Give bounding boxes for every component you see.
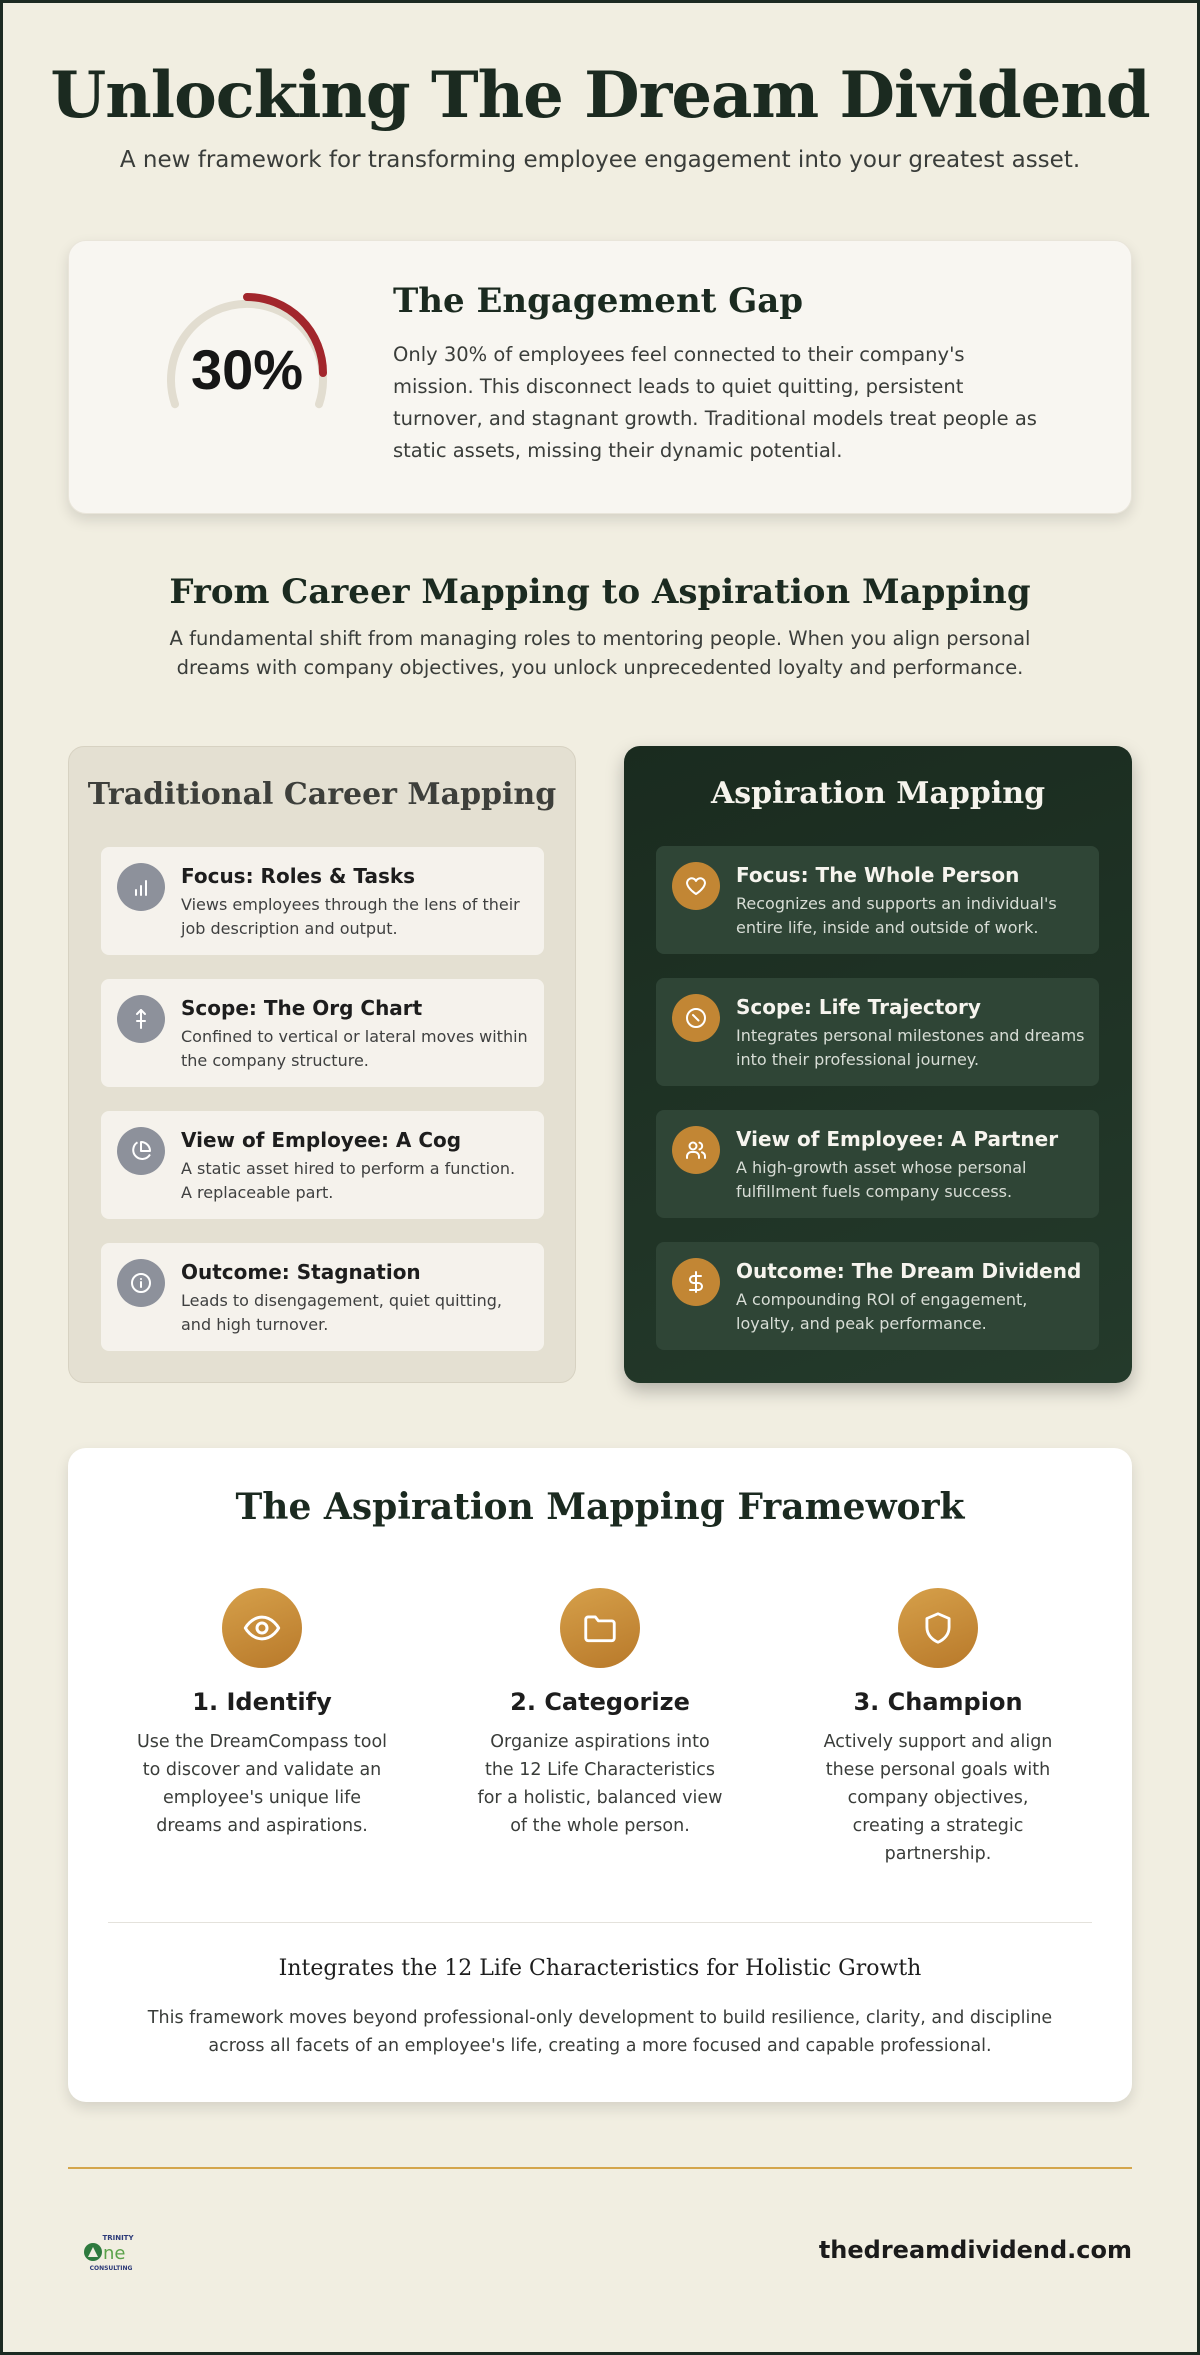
step-title: 2. Categorize <box>510 1688 690 1716</box>
item-desc: Integrates personal milestones and dreams into their professional journey. <box>736 1026 1085 1069</box>
framework-step <box>788 1588 1088 1868</box>
step-desc: Actively support and align these personal goals with company objectives, creating a strategic partnership. <box>823 1732 1053 1864</box>
percent-value: 30% <box>190 338 304 401</box>
item-desc: A compounding ROI of engagement, loyalty, and peak performance. <box>736 1290 1028 1333</box>
step-desc: Organize aspirations into the 12 Life Characteristics for a holistic, balanced view of the whole person. <box>477 1732 723 1836</box>
heart-icon <box>672 862 720 910</box>
traditional-column <box>68 746 576 1383</box>
gap-title: The Engagement Gap <box>393 281 804 321</box>
framework-subtitle: Integrates the 12 Life Characteristics for Holistic Growth <box>278 1956 922 1981</box>
info-icon <box>117 1259 165 1307</box>
item-desc: A high-growth asset whose personal fulfillment fuels company success. <box>736 1158 1027 1201</box>
header <box>0 58 1200 173</box>
folder-icon <box>560 1588 640 1668</box>
list-item <box>101 847 544 955</box>
framework-step <box>112 1588 412 1840</box>
aspiration-title: Aspiration Mapping <box>710 776 1046 811</box>
website-link[interactable]: thedreamdividend.com <box>818 2236 1132 2264</box>
page-subtitle: A new framework for transforming employee engagement into your greatest asset. <box>119 147 1081 173</box>
eye-icon <box>222 1588 302 1668</box>
logo-mid-text: ne <box>103 2243 126 2264</box>
shield-icon <box>898 1588 978 1668</box>
item-title: View of Employee: A Cog <box>181 1128 462 1152</box>
gap-body: Only 30% of employees feel connected to their company's mission. This disconnect leads to quiet quitting, persistent turnover, and stagnant growth. Traditional models treat people as static assets, missing their dynamic potential. <box>393 343 1037 462</box>
compass-icon <box>672 994 720 1042</box>
footer-divider <box>68 2167 1132 2169</box>
list-item <box>656 978 1099 1086</box>
framework-note: This framework moves beyond professional-only development to build resilience, clarity, and discipline across all facets of an employee's life, creating a more focused and capable professional. <box>147 2008 1053 2056</box>
list-item <box>656 1110 1099 1218</box>
list-item <box>101 979 544 1087</box>
logo-top-text: TRINITY <box>102 2234 134 2242</box>
page-title: Unlocking The Dream Dividend <box>50 58 1150 133</box>
step-desc: Use the DreamCompass tool to discover and validate an employee's unique life dreams and aspirations. <box>136 1732 388 1836</box>
engagement-gap-card <box>68 240 1132 514</box>
shift-title: From Career Mapping to Aspiration Mapping <box>169 572 1031 612</box>
step-title: 1. Identify <box>192 1688 332 1716</box>
aspiration-column <box>624 746 1132 1383</box>
item-title: Focus: Roles & Tasks <box>181 864 416 888</box>
framework-card <box>68 1448 1132 2102</box>
dollar-icon <box>672 1258 720 1306</box>
bar-chart-icon <box>117 863 165 911</box>
list-item <box>656 846 1099 954</box>
trinity-one-logo <box>80 2232 142 2272</box>
logo-bottom-text: CONSULTING <box>89 2265 133 2272</box>
item-desc: Recognizes and supports an individual's entire life, inside and outside of work. <box>736 894 1057 937</box>
item-desc: Leads to disengagement, quiet quitting, and high turnover. <box>181 1291 502 1334</box>
step-title: 3. Champion <box>853 1688 1023 1716</box>
users-icon <box>672 1126 720 1174</box>
item-title: Outcome: The Dream Dividend <box>736 1259 1082 1283</box>
item-title: Outcome: Stagnation <box>181 1260 421 1284</box>
framework-step <box>450 1588 750 1840</box>
list-item <box>656 1242 1099 1350</box>
shift-body: A fundamental shift from managing roles to mentoring people. When you align personal dreams with company objectives, you unlock unprecedented loyalty and performance. <box>169 627 1031 679</box>
list-item <box>101 1111 544 1219</box>
item-title: Scope: The Org Chart <box>181 996 423 1020</box>
item-title: Scope: Life Trajectory <box>736 995 981 1019</box>
item-desc: A static asset hired to perform a function. A replaceable part. <box>181 1159 516 1202</box>
shift-section <box>0 572 1200 682</box>
item-desc: Views employees through the lens of their job description and output. <box>181 895 520 938</box>
traditional-title: Traditional Career Mapping <box>87 777 557 812</box>
item-desc: Confined to vertical or lateral moves within the company structure. <box>181 1027 528 1070</box>
item-title: View of Employee: A Partner <box>736 1127 1059 1151</box>
framework-title: The Aspiration Mapping Framework <box>235 1486 965 1528</box>
pie-chart-icon <box>117 1127 165 1175</box>
vertical-arrows-icon <box>117 995 165 1043</box>
divider <box>108 1922 1092 1923</box>
item-title: Focus: The Whole Person <box>736 863 1020 887</box>
list-item <box>101 1243 544 1351</box>
